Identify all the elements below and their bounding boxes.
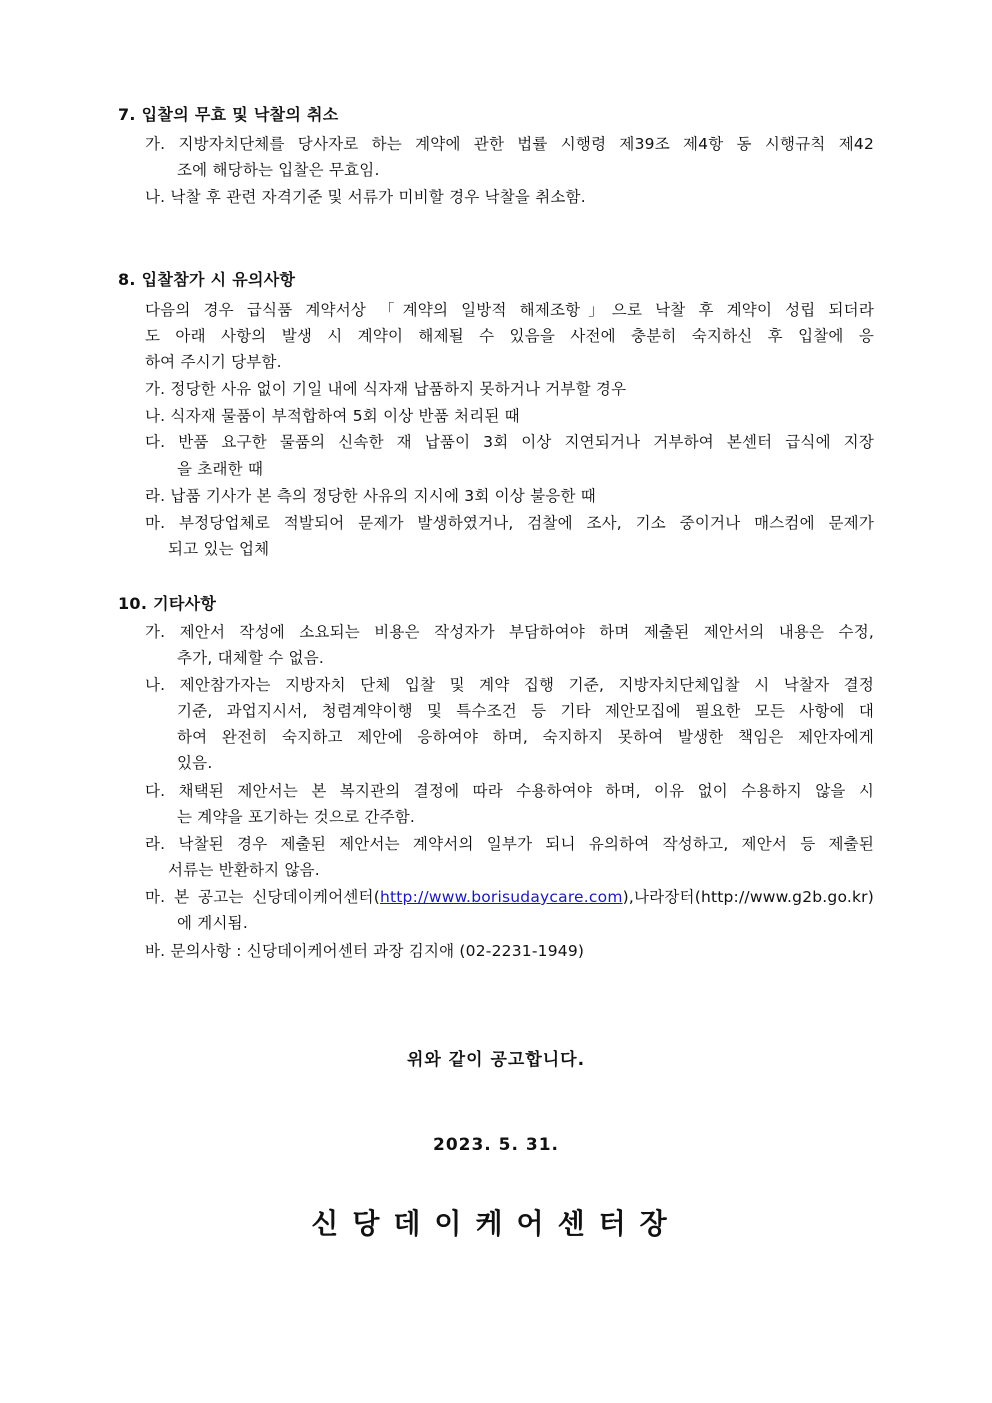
daycare-website-link[interactable]: http://www.borisudaycare.com [379,888,623,906]
section-10-item-ga-cont: 추가, 대체할 수 없음. [177,649,325,667]
section-10-item-ga: 가. 제안서 작성에 소요되는 비용은 작성자가 부담하여야 하며 제출된 제안서의 내용은 수정, [145,623,874,641]
section-10-item-ma-cont: 에 게시됨. [177,914,248,932]
section-10-item-ma [145,885,874,907]
section-10-item-ma-prefix: 마. 본 공고는 신당데이케어센터( [145,888,380,906]
section-10-item-ra-cont: 서류는 반환하지 않음. [168,861,320,879]
section-10-item-ra: 라. 낙찰된 경우 제출된 제안서는 계약서의 일부가 되니 유의하여 작성하고, 제안서 등 제출된 [145,835,874,853]
section-10-item-na-cont-3: 있음. [177,754,213,772]
closing-statement: 위와 같이 공고합니다. [406,1050,586,1070]
announcement-date: 2023. 5. 31. [432,1135,559,1155]
signatory-title: 신당데이케어센터장 [311,1207,681,1240]
section-8-item-ra: 라. 납품 기사가 본 측의 정당한 사유의 지시에 3회 이상 불응한 때 [145,487,596,505]
section-8-item-da: 다. 반품 요구한 물품의 신속한 재 납품이 3회 이상 지연되거나 거부하여 본센터 급식에 지장 [145,433,874,451]
section-7-item-na: 나. 낙찰 후 관련 자격기준 및 서류가 미비할 경우 낙찰을 취소함. [145,188,586,206]
section-8-intro-line-2: 도 아래 사항의 발생 시 계약이 해제될 수 있음을 사전에 충분히 숙지하신 후 입찰에 응 [145,327,874,345]
section-10-item-ma-suffix: ),나라장터(http://www.g2b.go.kr) [622,888,874,906]
section-7-item-ga: 가. 지방자치단체를 당사자로 하는 계약에 관한 법률 시행령 제39조 제4항 동 시행규칙 제42 [145,135,874,153]
section-7-title: 7. 입찰의 무효 및 낙찰의 취소 [118,105,339,124]
section-10-title: 10. 기타사항 [118,594,217,613]
section-10-item-na: 나. 제안참가자는 지방자치 단체 입찰 및 계약 집행 기준, 지방자치단체입찰 시 낙찰자 결정 [145,676,874,694]
section-8-item-ma-cont: 되고 있는 업체 [168,540,270,558]
section-7-item-ga-cont: 조에 해당하는 입찰은 무효임. [177,161,380,179]
section-8-item-ga: 가. 정당한 사유 없이 기일 내에 식자재 납품하지 못하거나 거부할 경우 [145,380,627,398]
section-10-item-na-cont-2: 하여 완전히 숙지하고 제안에 응하여야 하며, 숙지하지 못하여 발생한 책임은 제안자에게 [177,728,874,746]
section-8-item-na: 나. 식자재 물품이 부적합하여 5회 이상 반품 처리된 때 [145,407,520,425]
section-10-item-da-cont: 는 계약을 포기하는 것으로 간주함. [177,808,416,826]
section-10-item-na-cont-1: 기준, 과업지시서, 청렴계약이행 및 특수조건 등 기타 제안모집에 필요한 모든 사항에 대 [177,702,874,720]
section-10-item-ba: 바. 문의사항 : 신당데이케어센터 과장 김지애 (02-2231-1949) [145,942,585,960]
section-8-title: 8. 입찰참가 시 유의사항 [118,270,296,289]
section-8-intro-line-3: 하여 주시기 당부함. [145,353,282,371]
section-8-item-ma: 마. 부정당업체로 적발되어 문제가 발생하였거나, 검찰에 조사, 기소 중이거나 매스컴에 문제가 [145,514,874,532]
section-10-item-da: 다. 채택된 제안서는 본 복지관의 결정에 따라 수용하여야 하며, 이유 없이 수용하지 않을 시 [145,782,874,800]
section-8-intro-line-1: 다음의 경우 급식품 계약서상 「계약의 일방적 해제조항」으로 낙찰 후 계약이 성립 되더라 [145,301,874,319]
section-8-item-da-cont: 을 초래한 때 [177,460,264,478]
